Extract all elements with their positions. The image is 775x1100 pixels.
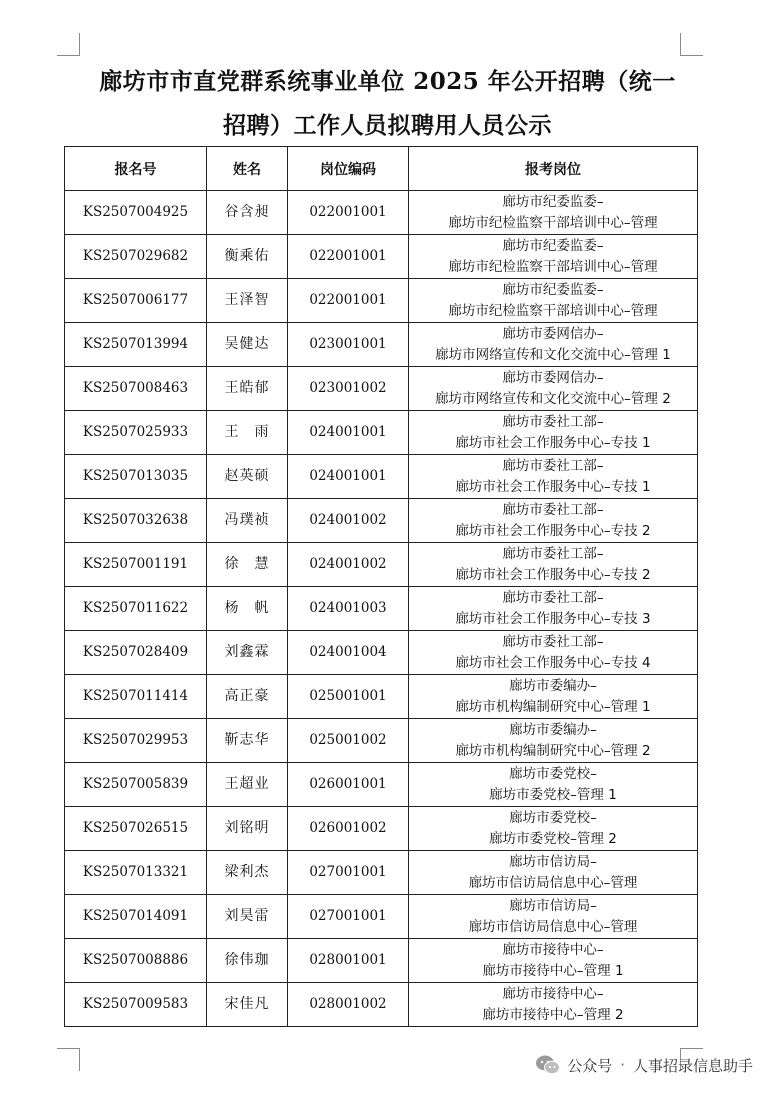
position-department: 廊坊市纪委监委–: [502, 237, 604, 254]
table-header-row: [65, 147, 698, 191]
position-unit: 廊坊市机构编制研究中心–管理 2: [455, 742, 651, 759]
wechat-icon: [535, 1054, 561, 1076]
cell-position: [409, 675, 698, 719]
position-unit: 廊坊市机构编制研究中心–管理 1: [455, 698, 651, 715]
cell-position: [409, 367, 698, 411]
cell-registration-id: KS2507026515: [65, 807, 207, 851]
table-row: [65, 939, 698, 983]
position-unit: 廊坊市纪检监察干部培训中心–管理: [448, 214, 658, 231]
table-row: [65, 279, 698, 323]
cell-position: [409, 279, 698, 323]
cell-position-code: 028001001: [288, 939, 409, 983]
position-department: 廊坊市委社工部–: [502, 413, 604, 430]
position-department: 廊坊市接待中心–: [502, 941, 604, 958]
cell-position-code: 026001002: [288, 807, 409, 851]
table-row: [65, 323, 698, 367]
position-department: 廊坊市委网信办–: [502, 325, 604, 342]
crop-mark-bottom-left: [57, 1048, 80, 1071]
cell-name: 靳志华: [207, 719, 288, 763]
cell-position: [409, 323, 698, 367]
cell-position: [409, 587, 698, 631]
cell-position-code: 028001002: [288, 983, 409, 1027]
cell-position-code: 024001001: [288, 411, 409, 455]
table-row: [65, 499, 698, 543]
cell-position-code: 025001002: [288, 719, 409, 763]
cell-position-code: 024001002: [288, 499, 409, 543]
position-department: 廊坊市接待中心–: [502, 985, 604, 1002]
position-department: 廊坊市委编办–: [509, 721, 597, 738]
cell-position-code: 023001001: [288, 323, 409, 367]
title-line-2: 招聘）工作人员拟聘用人员公示: [223, 112, 552, 139]
cell-position: [409, 983, 698, 1027]
cell-position: [409, 763, 698, 807]
cell-name: 谷含昶: [207, 191, 288, 235]
position-unit: 廊坊市纪检监察干部培训中心–管理: [448, 302, 658, 319]
table-row: [65, 455, 698, 499]
cell-position-code: 024001004: [288, 631, 409, 675]
cell-name: 衡乘佑: [207, 235, 288, 279]
position-department: 廊坊市委社工部–: [502, 633, 604, 650]
position-unit: 廊坊市社会工作服务中心–专技 3: [455, 610, 651, 627]
position-department: 廊坊市信访局–: [509, 897, 597, 914]
position-department: 廊坊市委社工部–: [502, 501, 604, 518]
position-unit: 廊坊市社会工作服务中心–专技 1: [455, 478, 651, 495]
position-unit: 廊坊市社会工作服务中心–专技 2: [455, 522, 651, 539]
cell-registration-id: KS2507009583: [65, 983, 207, 1027]
cell-name: 高正豪: [207, 675, 288, 719]
table-row: [65, 763, 698, 807]
position-department: 廊坊市委党校–: [509, 765, 597, 782]
cell-registration-id: KS2507025933: [65, 411, 207, 455]
cell-registration-id: KS2507028409: [65, 631, 207, 675]
cell-position: [409, 235, 698, 279]
cell-registration-id: KS2507004925: [65, 191, 207, 235]
table-row: [65, 587, 698, 631]
table-row: [65, 235, 698, 279]
cell-position-code: 022001001: [288, 279, 409, 323]
cell-name: 赵英硕: [207, 455, 288, 499]
cell-registration-id: KS2507013321: [65, 851, 207, 895]
cell-registration-id: KS2507001191: [65, 543, 207, 587]
cell-position-code: 023001002: [288, 367, 409, 411]
cell-name: 刘鑫霖: [207, 631, 288, 675]
position-department: 廊坊市信访局–: [509, 853, 597, 870]
table-row: [65, 191, 698, 235]
header-name: 姓名: [207, 147, 288, 191]
cell-registration-id: KS2507011414: [65, 675, 207, 719]
watermark-separator: ·: [620, 1056, 625, 1074]
cell-position-code: 026001001: [288, 763, 409, 807]
watermark-account: 人事招录信息助手: [632, 1056, 753, 1075]
cell-position-code: 024001001: [288, 455, 409, 499]
cell-name: 王超业: [207, 763, 288, 807]
position-unit: 廊坊市接待中心–管理 1: [482, 962, 624, 979]
table-row: [65, 631, 698, 675]
cell-name: 刘铭明: [207, 807, 288, 851]
position-unit: 廊坊市信访局信息中心–管理: [468, 918, 638, 935]
document-title: [60, 60, 715, 148]
cell-position: [409, 939, 698, 983]
header-position-code: 岗位编码: [288, 147, 409, 191]
cell-position-code: 027001001: [288, 895, 409, 939]
crop-mark-top-right: [680, 33, 703, 56]
crop-mark-top-left: [57, 33, 80, 56]
cell-position: [409, 191, 698, 235]
cell-name: 冯璞祯: [207, 499, 288, 543]
cell-position-code: 024001002: [288, 543, 409, 587]
cell-name: 徐伟珈: [207, 939, 288, 983]
position-department: 廊坊市委党校–: [509, 809, 597, 826]
position-department: 廊坊市委社工部–: [502, 457, 604, 474]
cell-position-code: 022001001: [288, 235, 409, 279]
watermark: [535, 1054, 753, 1076]
position-unit: 廊坊市社会工作服务中心–专技 2: [455, 566, 651, 583]
table-row: [65, 543, 698, 587]
position-department: 廊坊市纪委监委–: [502, 281, 604, 298]
cell-name: 刘昊雷: [207, 895, 288, 939]
position-unit: 廊坊市接待中心–管理 2: [482, 1006, 624, 1023]
cell-position: [409, 851, 698, 895]
position-department: 廊坊市委编办–: [509, 677, 597, 694]
position-department: 廊坊市委网信办–: [502, 369, 604, 386]
cell-registration-id: KS2507011622: [65, 587, 207, 631]
cell-position-code: 024001003: [288, 587, 409, 631]
table-row: [65, 675, 698, 719]
cell-registration-id: KS2507029682: [65, 235, 207, 279]
position-unit: 廊坊市委党校–管理 1: [489, 786, 617, 803]
table-row: [65, 983, 698, 1027]
position-unit: 廊坊市社会工作服务中心–专技 1: [455, 434, 651, 451]
cell-name: 徐 慧: [207, 543, 288, 587]
cell-position-code: 022001001: [288, 191, 409, 235]
cell-name: 王皓郁: [207, 367, 288, 411]
hiring-table: [64, 146, 698, 1027]
cell-position: [409, 499, 698, 543]
table-body: [65, 191, 698, 1027]
cell-position: [409, 543, 698, 587]
cell-registration-id: KS2507008463: [65, 367, 207, 411]
cell-position: [409, 895, 698, 939]
watermark-source: 公众号: [567, 1056, 613, 1075]
cell-position: [409, 719, 698, 763]
cell-name: 宋佳凡: [207, 983, 288, 1027]
cell-position: [409, 807, 698, 851]
cell-position-code: 027001001: [288, 851, 409, 895]
table-row: [65, 807, 698, 851]
cell-registration-id: KS2507008886: [65, 939, 207, 983]
cell-name: 杨 帆: [207, 587, 288, 631]
cell-position: [409, 455, 698, 499]
cell-registration-id: KS2507006177: [65, 279, 207, 323]
position-department: 廊坊市委社工部–: [502, 589, 604, 606]
position-unit: 廊坊市委党校–管理 2: [489, 830, 617, 847]
cell-registration-id: KS2507013035: [65, 455, 207, 499]
cell-name: 王泽智: [207, 279, 288, 323]
header-position: 报考岗位: [409, 147, 698, 191]
cell-position-code: 025001001: [288, 675, 409, 719]
cell-registration-id: KS2507014091: [65, 895, 207, 939]
position-unit: 廊坊市信访局信息中心–管理: [468, 874, 638, 891]
title-line-1: 廊坊市市直党群系统事业单位 2025 年公开招聘（统一: [99, 68, 676, 95]
cell-registration-id: KS2507029953: [65, 719, 207, 763]
position-unit: 廊坊市网络宣传和文化交流中心–管理 2: [435, 390, 671, 407]
cell-registration-id: KS2507013994: [65, 323, 207, 367]
table-row: [65, 719, 698, 763]
cell-name: 梁利杰: [207, 851, 288, 895]
position-department: 廊坊市委社工部–: [502, 545, 604, 562]
position-unit: 廊坊市社会工作服务中心–专技 4: [455, 654, 651, 671]
cell-registration-id: KS2507032638: [65, 499, 207, 543]
cell-name: 吴健达: [207, 323, 288, 367]
table-row: [65, 411, 698, 455]
header-registration-id: 报名号: [65, 147, 207, 191]
table-row: [65, 895, 698, 939]
cell-position: [409, 411, 698, 455]
cell-registration-id: KS2507005839: [65, 763, 207, 807]
cell-name: 王 雨: [207, 411, 288, 455]
table-row: [65, 851, 698, 895]
cell-position: [409, 631, 698, 675]
position-unit: 廊坊市纪检监察干部培训中心–管理: [448, 258, 658, 275]
table-row: [65, 367, 698, 411]
position-unit: 廊坊市网络宣传和文化交流中心–管理 1: [435, 346, 671, 363]
position-department: 廊坊市纪委监委–: [502, 193, 604, 210]
